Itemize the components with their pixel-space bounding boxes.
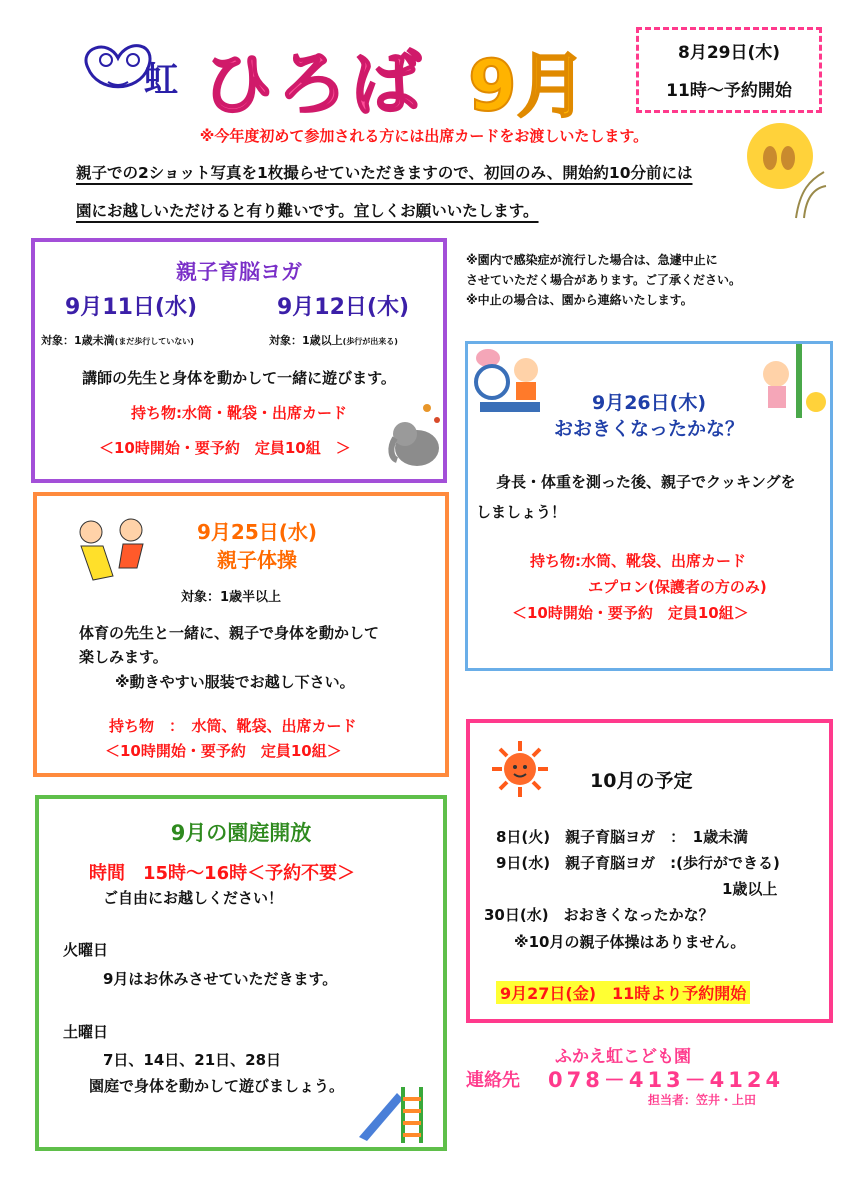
garden-time: 時間 15時～16時＜予約不要＞ xyxy=(89,863,356,884)
photo-notice-line1: 親子での2ショット写真を1枚撮らせていただきますので、初回のみ、開始約10分前には xyxy=(76,164,693,182)
yoga-target-1-text: 対象：1歳未満 xyxy=(41,334,115,347)
contact-staff: 担当者：笠井・上田 xyxy=(648,1093,757,1107)
october-line5: ※10月の親子体操はありません。 xyxy=(514,933,746,951)
yoga-items: 持ち物:水筒・靴袋・出席カード xyxy=(130,404,347,422)
contact-label: 連絡先 xyxy=(466,1070,520,1091)
garden-saturday-label: 土曜日 xyxy=(63,1023,109,1041)
slide-illustration xyxy=(357,1081,437,1145)
measure-desc-line1: 身長・体重を測った後、親子でクッキングを xyxy=(496,473,796,491)
measure-desc-line2: しましょう！ xyxy=(476,503,567,521)
exercise-desc-line1: 体育の先生と一緒に、親子で身体を動かして xyxy=(79,624,380,642)
october-line3: 1歳以上 xyxy=(722,880,778,898)
elephant-illustration xyxy=(387,398,443,478)
exercise-note: ※動きやすい服装でお越し下さい。 xyxy=(115,673,355,691)
nijiiro-logo xyxy=(78,38,182,108)
first-time-notice: ※今年度初めて参加される方には出席カードをお渡しいたします。 xyxy=(199,127,649,145)
exercise-desc-line2: 楽しみます。 xyxy=(79,648,168,666)
page-title: ひろば xyxy=(203,43,425,125)
october-line2: 9日(水) 親子育脳ヨガ :(歩行ができる) xyxy=(496,854,780,872)
photo-notice-line2: 園にお越しいただけると有り難いです。宜しくお願いいたします。 xyxy=(76,202,539,220)
garden-welcome: ご自由にお越しください！ xyxy=(103,889,284,907)
infection-notice-line1: ※園内で感染症が流行した場合は、急遽中止に xyxy=(466,253,718,267)
yoga-date-1: 9月11日(水) xyxy=(65,295,198,320)
yoga-target-1 xyxy=(41,332,194,348)
infection-notice-line2: させていただく場合があります。ご了承ください。 xyxy=(466,273,742,287)
measure-date: 9月26日(木) xyxy=(591,392,707,414)
parent-child-exercise-illustration xyxy=(73,516,157,588)
infection-notice-line3: ※中止の場合は、園から連絡いたします。 xyxy=(466,293,693,307)
yoga-target-2 xyxy=(269,332,398,348)
garden-title: 9月の園庭開放 xyxy=(170,821,312,845)
yoga-section xyxy=(31,238,447,483)
exercise-section xyxy=(33,492,449,777)
october-section xyxy=(466,719,833,1023)
garden-tuesday-text: 9月はお休みさせていただきます。 xyxy=(103,970,338,988)
yoga-target-2-text: 対象：1歳以上 xyxy=(269,334,343,347)
measure-items-line1: 持ち物:水筒、靴袋、出席カード xyxy=(530,552,747,570)
yoga-start: ＜10時開始・要予約 定員10組 ＞ xyxy=(99,439,351,457)
logo-text: 虹 xyxy=(144,60,178,100)
exercise-title: 親子体操 xyxy=(217,548,297,572)
reservation-date: 8月29日(木) xyxy=(677,43,781,63)
october-reservation: 9月27日(金) 11時より予約開始 xyxy=(496,981,750,1004)
reservation-box xyxy=(636,27,822,113)
sun-illustration xyxy=(490,739,550,799)
garden-tuesday-label: 火曜日 xyxy=(63,941,109,959)
garden-saturday-text: 園庭で身体を動かして遊びましょう。 xyxy=(89,1077,345,1095)
reservation-time: 11時～予約開始 xyxy=(666,81,792,101)
october-title: 10月の予定 xyxy=(590,770,693,792)
contact-phone: 078－413－4124 xyxy=(548,1068,785,1092)
yoga-target-1-note: (まだ歩行していない) xyxy=(114,337,194,346)
measure-section xyxy=(465,341,833,671)
yoga-description: 講師の先生と身体を動かして一緒に遊びます。 xyxy=(82,369,396,387)
month-title: 9月 xyxy=(468,45,587,127)
garden-section xyxy=(35,795,447,1151)
measure-title: おおきくなったかな？ xyxy=(553,418,744,440)
october-line1: 8日(火) 親子育脳ヨガ ： 1歳未満 xyxy=(496,828,749,846)
exercise-start: ＜10時開始・要予約 定員10組＞ xyxy=(105,742,342,760)
yoga-date-2: 9月12日(木) xyxy=(277,295,410,320)
yoga-title: 親子育脳ヨガ xyxy=(176,260,302,284)
measure-start: ＜10時開始・要予約 定員10組＞ xyxy=(512,604,749,622)
yoga-target-2-note: (歩行が出来る) xyxy=(342,337,398,346)
exercise-items: 持ち物 ： 水筒、靴袋、出席カード xyxy=(109,717,357,735)
exercise-date: 9月25日(水) xyxy=(196,520,318,544)
measure-items-line2: エプロン(保護者の方のみ) xyxy=(588,578,767,596)
garden-saturday-dates: 7日、14日、21日、28日 xyxy=(103,1051,282,1069)
school-name: ふかえ虹こども園 xyxy=(555,1047,691,1067)
october-line4: 30日(水) おおきくなったかな？ xyxy=(484,906,714,924)
exercise-target: 対象：1歳半以上 xyxy=(181,590,282,605)
